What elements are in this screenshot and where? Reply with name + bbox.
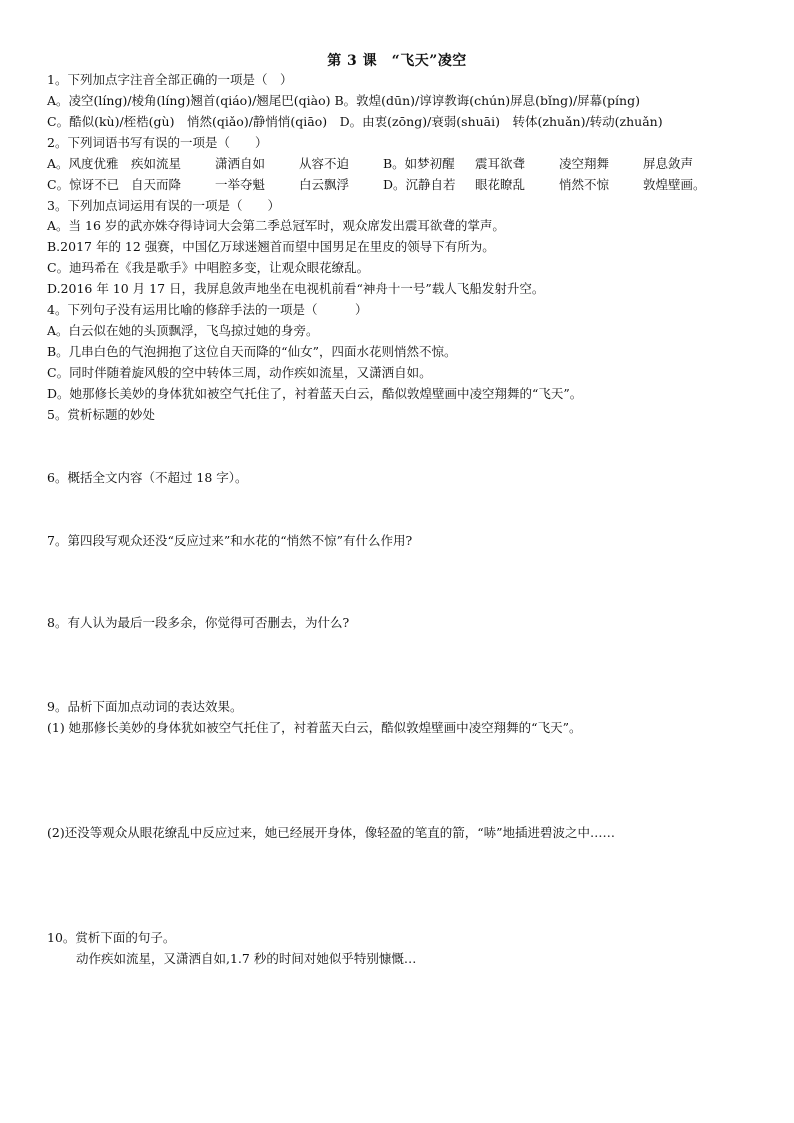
q2-word: C。惊讶不已: [47, 177, 120, 192]
q2-word: 凌空翔舞: [559, 156, 610, 171]
q2-word: 自天而降: [131, 177, 182, 192]
q2-word: 潇洒自如: [215, 156, 266, 171]
q2-word: 震耳欲聋: [475, 156, 526, 171]
q9-sentence-2: (2)还没等观众从眼花缭乱中反应过来，她已经展开身体，像轻盈的笔直的箭，“哧”地插进碧波之中……: [47, 825, 615, 840]
q2-word: 眼花瞭乱: [475, 177, 526, 192]
q1-options-cd: C。酷似(kù)/桎梏(gù) 悄然(qiǎo)/静悄悄(qiāo) D。由衷(zōng)/衰弱(shuāi) 转体(zhuǎn)/转动(zhuǎn): [47, 114, 663, 129]
q2-word: 一举夺魁: [215, 177, 266, 192]
q7-stem: 7。第四段写观众还没“反应过来”和水花的“悄然不惊”有什么作用?: [47, 533, 413, 548]
q2-word: 悄然不惊: [559, 177, 610, 192]
q8-stem: 8。有人认为最后一段多余，你觉得可否删去，为什么?: [47, 615, 350, 630]
q4-stem: 4。下列句子没有运用比喻的修辞手法的一项是（ ）: [47, 302, 368, 317]
q2-word: 白云飘浮: [299, 177, 350, 192]
q2-word: B。如梦初醒: [383, 156, 455, 171]
q2-word: 敦煌壁画。: [643, 177, 706, 192]
q1-stem: 1。下列加点字注音全部正确的一项是（ ）: [47, 72, 293, 87]
q5-stem: 5。赏析标题的妙处: [47, 407, 155, 422]
q3-option-d: D.2016 年 10 月 17 日，我屏息敛声地坐在电视机前看“神舟十一号”载人飞船发射升空。: [47, 281, 545, 296]
q6-stem: 6。概括全文内容（不超过 18 字）。: [47, 470, 248, 485]
q4-option-a: A。白云似在她的头顶飘浮，飞鸟掠过她的身旁。: [47, 323, 319, 338]
q2-row-1: [47, 154, 693, 174]
q9-stem: 9。品析下面加点动词的表达效果。: [47, 699, 243, 714]
q2-word: D。沉静自若: [383, 177, 456, 192]
q10-sentence: 动作疾如流星，又潇洒自如,1.7 秒的时间对她似乎特别慷慨…: [76, 951, 417, 966]
q3-option-a: A。当 16 岁的武亦姝夺得诗词大会第二季总冠军时，观众席发出震耳欲聋的掌声。: [47, 218, 505, 233]
q3-option-b: B.2017 年的 12 强赛，中国亿万球迷翘首而望中国男足在里皮的领导下有所为。: [47, 239, 495, 254]
q2-word: 疾如流星: [131, 156, 182, 171]
q4-option-b: B。几串白色的气泡拥抱了这位自天而降的“仙女”，四面水花则悄然不惊。: [47, 344, 457, 359]
q2-word: 从容不迫: [299, 156, 350, 171]
q9-sentence-1: (1) 她那修长美妙的身体犹如被空气托住了，衬着蓝天白云，酷似敦煌壁画中凌空翔舞的“飞天”。: [47, 720, 582, 735]
q2-stem: 2。下列词语书写有误的一项是（ ）: [47, 135, 268, 150]
q4-option-d: D。她那修长美妙的身体犹如被空气托住了，衬着蓝天白云，酷似敦煌壁画中凌空翔舞的“飞天”。: [47, 386, 583, 401]
q2-word: 屏息敛声: [643, 156, 694, 171]
q1-options-ab: A。凌空(líng)/棱角(líng)翘首(qiáo)/翘尾巴(qiào) B。敦煌(dūn)/谆谆教诲(chún)屏息(bǐng)/屏幕(píng): [47, 93, 640, 108]
q3-stem: 3。下列加点词运用有误的一项是（ ）: [47, 198, 280, 213]
q4-option-c: C。同时伴随着旋风般的空中转体三周，动作疾如流星，又潇洒自如。: [47, 365, 432, 380]
q10-stem: 10。赏析下面的句子。: [47, 930, 176, 945]
page-title: 第 3 课 “飞天”凌空: [327, 53, 467, 69]
q3-option-c: C。迪玛希在《我是歌手》中唱腔多变，让观众眼花缭乱。: [47, 260, 370, 275]
q2-word: A。风度优雅: [47, 156, 119, 171]
q2-row-2: [47, 175, 706, 195]
